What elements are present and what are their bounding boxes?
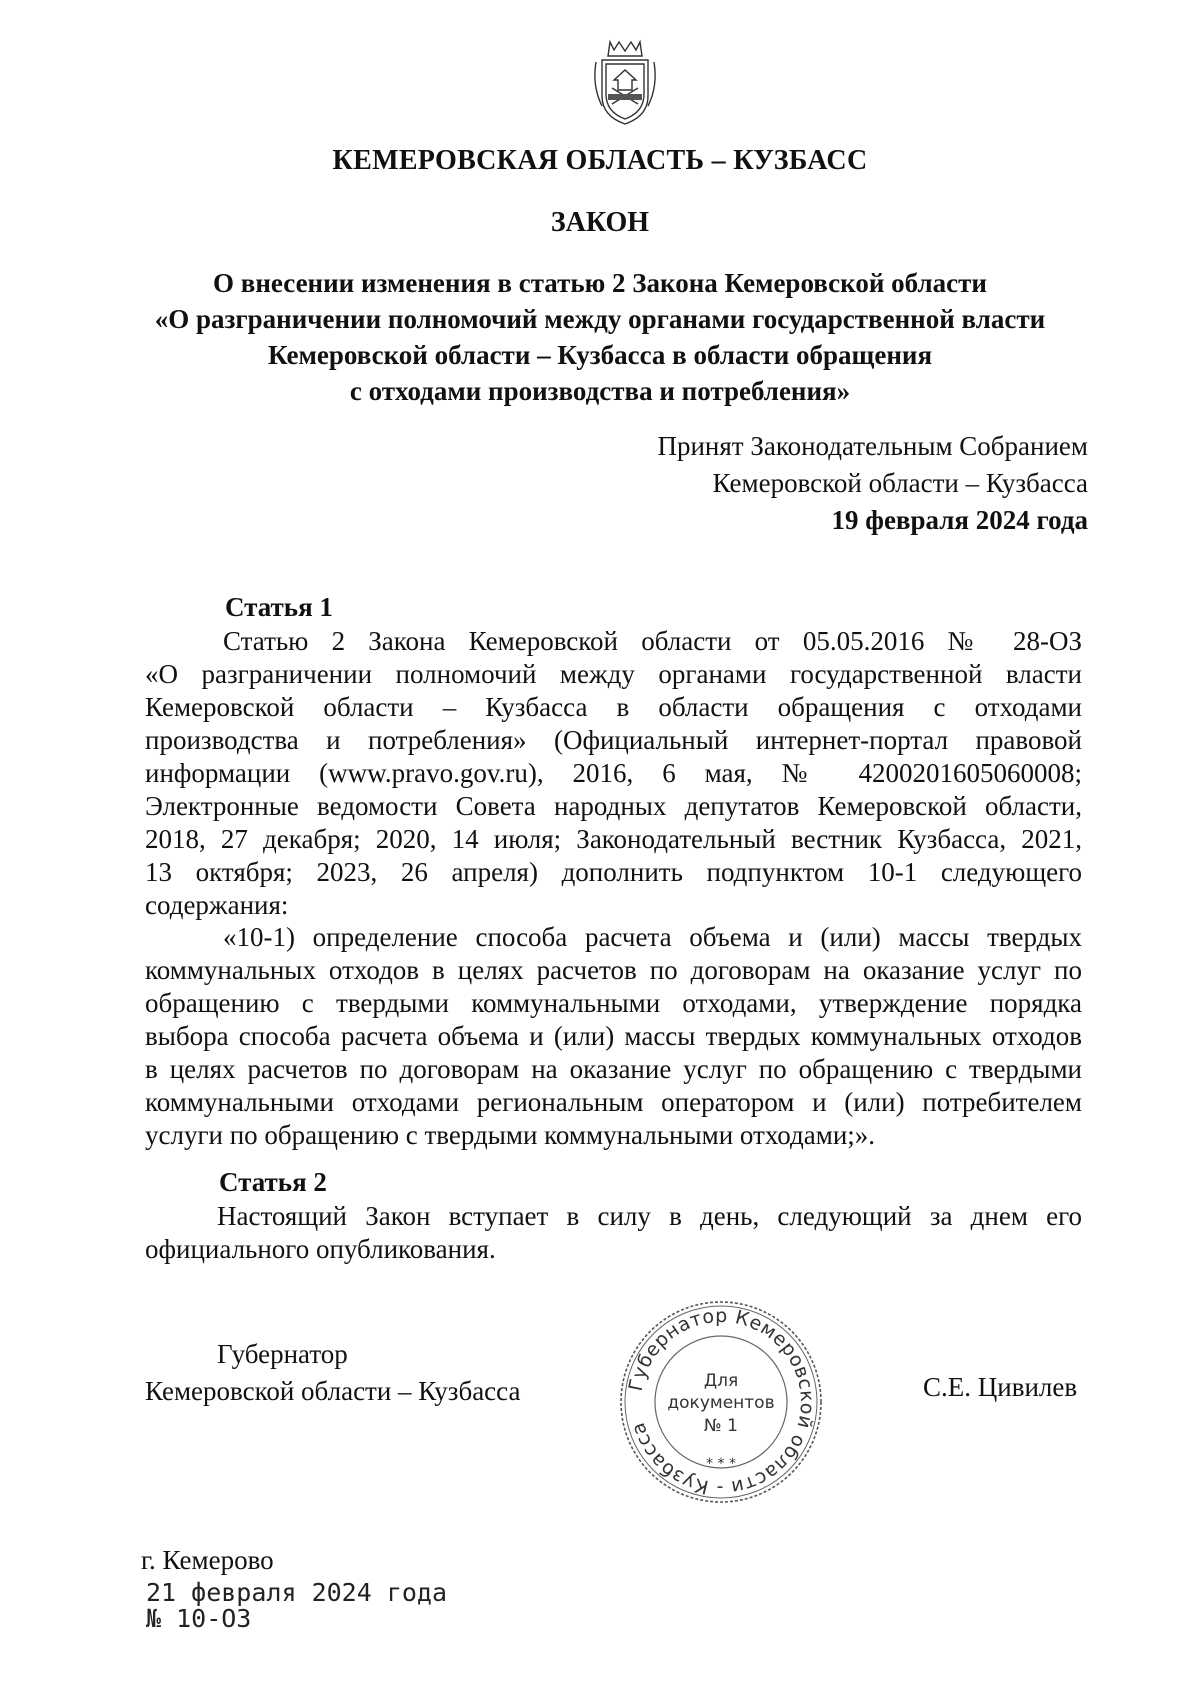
coat-of-arms-icon bbox=[588, 36, 662, 128]
law-title-line: с отходами производства и потребления» bbox=[349, 376, 851, 406]
paragraph-line: Электронные ведомости Совета народных депутатов Кемеровской области, bbox=[145, 791, 1082, 821]
law-title-line: «О разграничении полномочий между органами государственной власти bbox=[154, 304, 1046, 334]
paragraph-line: обращению с твердыми коммунальными отходами, утверждение порядка bbox=[145, 988, 1082, 1018]
governor-position bbox=[145, 1336, 520, 1410]
paragraph-line: 13 октября; 2023, 26 апреля) дополнить подпунктом 10-1 следующего bbox=[145, 857, 1082, 887]
law-title-line: Кемеровской области – Кузбасса в области обращения bbox=[267, 340, 933, 370]
stamp-line: документов bbox=[667, 1393, 775, 1413]
paragraph-line: Настоящий Закон вступает в силу в день, следующий за днем его bbox=[217, 1201, 1082, 1231]
paragraph-line: содержания: bbox=[145, 890, 289, 920]
law-title-line: О внесении изменения в статью 2 Закона Кемеровской области bbox=[213, 268, 987, 298]
registration-date: 21 февраля 2024 года bbox=[146, 1578, 448, 1607]
adoption-block bbox=[657, 428, 1088, 539]
paragraph-line: в целях расчетов по договорам на оказание услуг по обращению с твердыми bbox=[145, 1054, 1082, 1084]
paragraph-line: Кемеровской области – Кузбасса в области обращения с отходами bbox=[145, 692, 1082, 722]
official-stamp bbox=[617, 1298, 825, 1506]
registration-number: № 10-ОЗ bbox=[146, 1604, 252, 1633]
document-type: ЗАКОН bbox=[550, 207, 650, 238]
stamp-ring-text: Губернатор Кемеровской области - Кузбасса bbox=[624, 1304, 819, 1500]
article-2-paragraph bbox=[145, 1200, 1082, 1266]
paragraph-line: коммунальными отходами региональным оператором и (или) потребителем bbox=[145, 1087, 1082, 1117]
city: г. Кемерово bbox=[141, 1545, 274, 1575]
adoption-date: 19 февраля 2024 года bbox=[831, 505, 1088, 535]
paragraph-line: «О разграничении полномочий между органами государственной власти bbox=[145, 659, 1082, 689]
stamp-line: № 1 bbox=[704, 1416, 738, 1436]
stamp-line: Для bbox=[703, 1371, 739, 1391]
region-name: КЕМЕРОВСКАЯ ОБЛАСТЬ – КУЗБАСС bbox=[332, 145, 868, 176]
article-2-heading: Статья 2 bbox=[219, 1167, 327, 1197]
article-1-heading: Статья 1 bbox=[225, 592, 333, 622]
paragraph-line: Статью 2 Закона Кемеровской области от 05.05.2016 № 28-ОЗ bbox=[223, 626, 1082, 656]
adoption-line: Кемеровской области – Кузбасса bbox=[712, 468, 1088, 498]
article-1-paragraph-2 bbox=[145, 921, 1082, 1152]
article-1-paragraph-1 bbox=[145, 625, 1082, 922]
paragraph-line: производства и потребления» (Официальный интернет-портал правовой bbox=[145, 725, 1082, 755]
position-line: Губернатор bbox=[217, 1339, 348, 1369]
paragraph-line: услуги по обращению с твердыми коммунальными отходами;». bbox=[145, 1120, 876, 1150]
stamp-stars: * * * bbox=[706, 1456, 736, 1472]
signer-name: С.Е. Цивилев bbox=[923, 1372, 1078, 1402]
paragraph-line: «10-1) определение способа расчета объема и (или) массы твердых bbox=[223, 922, 1082, 952]
paragraph-line: 2018, 27 декабря; 2020, 14 июля; Законодательный вестник Кузбасса, 2021, bbox=[145, 824, 1082, 854]
paragraph-line: официального опубликования. bbox=[145, 1234, 496, 1264]
adoption-line: Принят Законодательным Собранием bbox=[657, 431, 1088, 461]
position-line: Кемеровской области – Кузбасса bbox=[145, 1376, 521, 1406]
paragraph-line: информации (www.pravo.gov.ru), 2016, 6 мая, № 4200201605060008; bbox=[145, 758, 1082, 788]
law-title bbox=[0, 265, 1200, 409]
paragraph-line: коммунальных отходов в целях расчетов по договорам на оказание услуг по bbox=[145, 955, 1082, 985]
registration-block bbox=[146, 1580, 447, 1632]
paragraph-line: выбора способа расчета объема и (или) массы твердых коммунальных отходов bbox=[145, 1021, 1082, 1051]
